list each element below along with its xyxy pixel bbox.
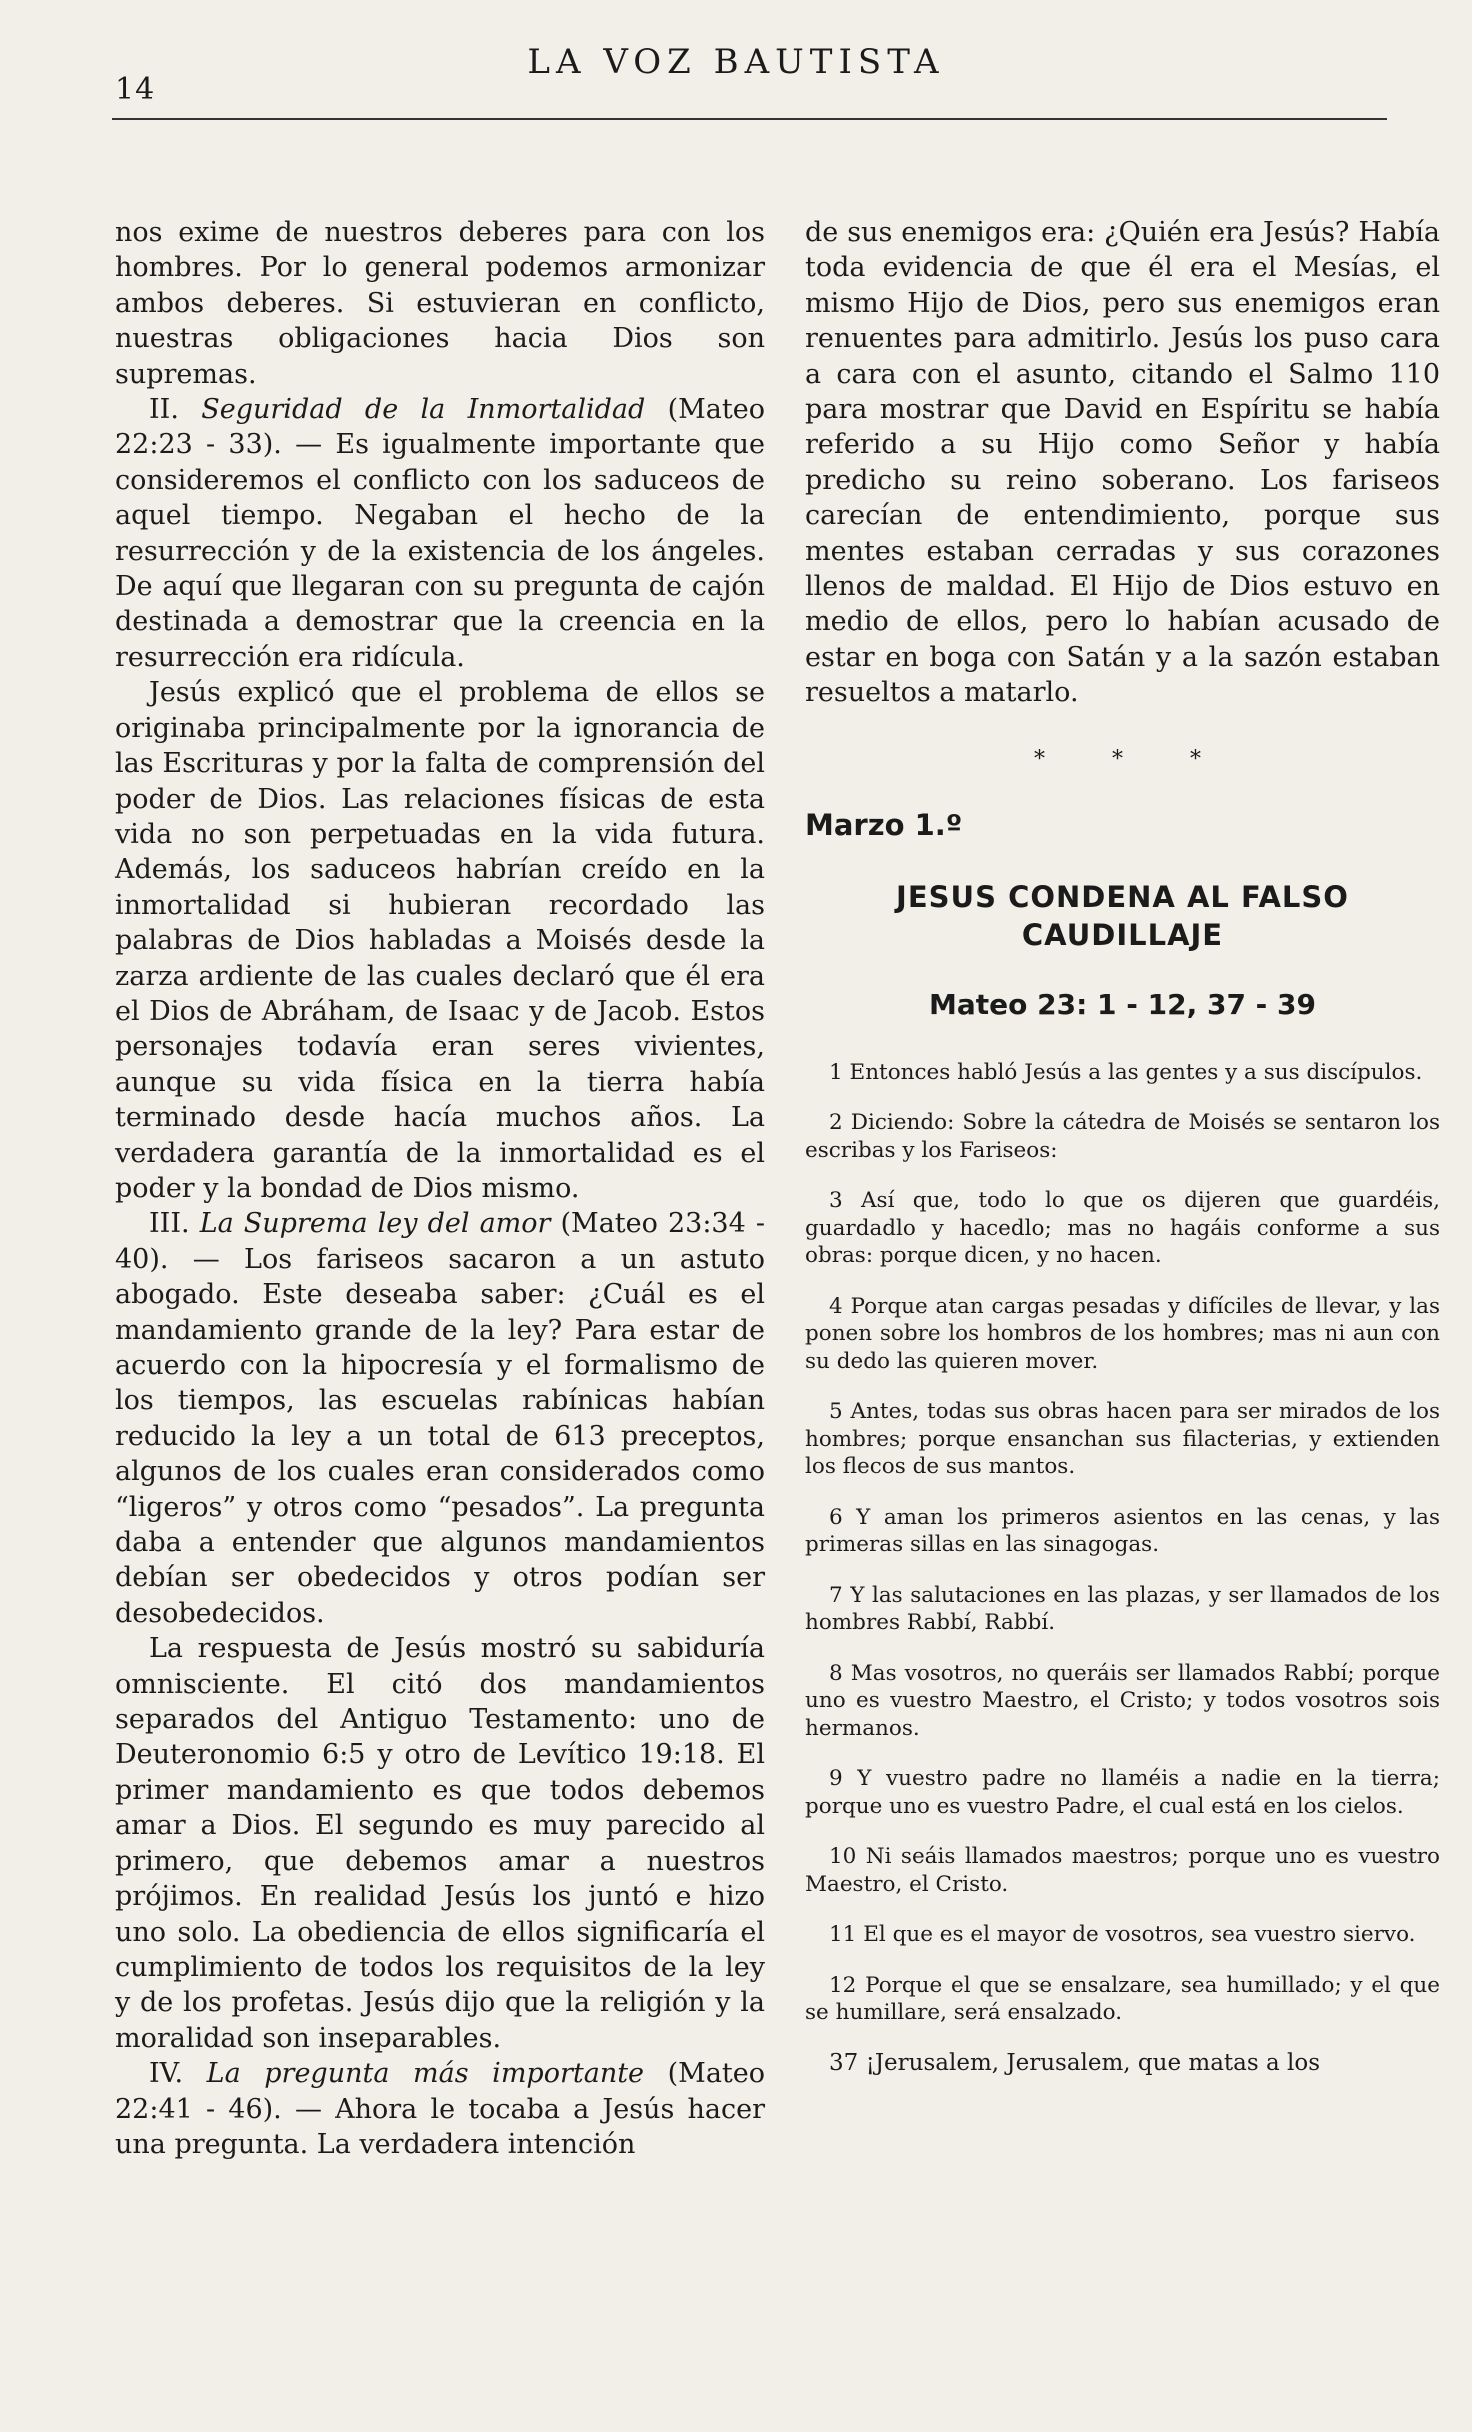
paragraph: nos exime de nuestros deberes para con los hombres. Por lo general podemos armonizar ambos deberes. Si estuvieran en conflicto, nuestras obligaciones hacia Dios son supremas. [115, 217, 765, 390]
section-body: (Mateo 22:41 - 46). — Ahora le tocaba a Jesús hacer una pregunta. La verdadera intención [115, 2058, 766, 2160]
section-paragraph [115, 2056, 765, 2162]
section-paragraph [115, 1206, 765, 1631]
paragraph: La respuesta de Jesús mostró su sabiduría omnisciente. El citó dos mandamientos separados del Antiguo Testamento: uno de Deuteronomio 6:5 y otro de Levítico 19:18. El primer mandamiento es que todos debemos amar a Dios. El segundo es muy parecido al primero, que debemos amar a nuestros prójimos. En realidad Jesús los juntó e hizo uno solo. La obediencia de ellos significaría el cumplimiento de todos los requisitos de la ley y de los profetas. Jesús dijo que la religión y la moralidad son inseparables. [115, 1633, 765, 2054]
page-number: 14 [115, 72, 156, 107]
paragraph: Jesús explicó que el problema de ellos se originaba principalmente por la ignorancia de las Escrituras y por la falta de comprensión del poder de Dios. Las relaciones físicas de esta vida no son perpetuadas en la vida futura. Además, los saduceos habrían creído en la inmortalidad si hubieran recordado las palabras de Dios habladas a Moisés desde la zarza ardiente de las cuales declaró que él era el Dios de Abráham, de Isaac y de Jacob. Estos personajes todavía eran seres vivientes, aunque su vida física en la tierra había terminado desde hacía muchos años. La verdadera garantía de la inmortalidad es el poder y la bondad de Dios mismo. [115, 677, 765, 1204]
verse: 7 Y las salutaciones en las plazas, y ser llamados de los hombres Rabbí, Rabbí. [805, 1582, 1440, 1636]
section-number: III. [149, 1208, 190, 1240]
section-heading: La pregunta más importante [206, 2058, 645, 2090]
verse: 5 Antes, todas sus obras hacen para ser mirados de los hombres; porque ensanchan sus filacterias, y extienden los flecos de sus mantos. [805, 1399, 1440, 1480]
verse: 1 Entonces habló Jesús a las gentes y a sus discípulos. [829, 1059, 1423, 1085]
page-header [0, 0, 1472, 140]
section-heading: La Suprema ley del amor [199, 1208, 551, 1240]
lesson-title: JESUS CONDENA AL FALSO CAUDILLAJE [896, 879, 1349, 952]
paragraph: de sus enemigos era: ¿Quién era Jesús? Había toda evidencia de que él era el Mesías, el mismo Hijo de Dios, pero sus enemigos eran renuentes para admitirlo. Jesús los puso cara a cara con el asunto, citando el Salmo 110 para mostrar que David en Espíritu se había referido a su Hijo como Señor y había predicho su reino soberano. Los fariseos carecían de entendimiento, porque sus mentes estaban cerradas y sus corazones llenos de maldad. El Hijo de Dios estuvo en medio de ellos, pero lo habían acusado de estar en boga con Satán y a la sazón estaban resueltos a matarlo. [805, 217, 1440, 709]
verse: 4 Porque atan cargas pesadas y difíciles de llevar, y las ponen sobre los hombros de los hombres; mas ni aun con su dedo las quieren mover. [805, 1293, 1440, 1374]
section-heading: Seguridad de la Inmortalidad [201, 394, 646, 426]
lesson-reference: Mateo 23: 1 - 12, 37 - 39 [928, 987, 1317, 1021]
section-number: IV. [149, 2058, 184, 2090]
header-rule [112, 118, 1387, 120]
left-column [115, 215, 765, 2162]
verse: 37 ¡Jerusalem, Jerusalem, que matas a los [829, 2049, 1321, 2076]
verse: 3 Así que, todo lo que os dijeren que guardéis, guardadlo y hacedlo; mas no hagáis conforme a sus obras: porque dicen, y no hacen. [805, 1188, 1440, 1269]
section-body: (Mateo 23:34 - 40). — Los fariseos sacaron a un astuto abogado. Este deseaba saber: ¿Cuál es el mandamiento grande de la ley? Para estar de acuerdo con la hipocresía y el formalismo de los tiempos, las escuelas rabínicas habían reducido la ley a un total de 613 preceptos, algunos de los cuales eran considerados como “ligeros” y otros como “pesados”. La pregunta daba a entender que algunos mandamientos debían ser obedecidos y otros podían ser desobedecidos. [115, 1208, 765, 1629]
section-paragraph [115, 392, 765, 675]
verse: 6 Y aman los primeros asientos en las cenas, y las primeras sillas en las sinagogas. [805, 1504, 1440, 1558]
verse: 10 Ni seáis llamados maestros; porque uno es vuestro Maestro, el Cristo. [805, 1844, 1440, 1897]
verse: 12 Porque el que se ensalzare, sea humillado; y el que se humillare, será ensalzado. [805, 1972, 1440, 2026]
running-title: LA VOZ BAUTISTA [527, 42, 945, 82]
verse: 11 El que es el mayor de vosotros, sea vuestro siervo. [829, 1922, 1416, 1948]
lesson-date: Marzo 1.º [805, 807, 963, 842]
verse: 9 Y vuestro padre no llaméis a nadie en la tierra; porque uno es vuestro Padre, el cual está en los cielos. [805, 1766, 1440, 1819]
verse: 2 Diciendo: Sobre la cátedra de Moisés se sentaron los escribas y los Fariseos: [805, 1110, 1440, 1163]
section-separator: * * * [1034, 746, 1231, 772]
right-column [805, 215, 1440, 2077]
section-body: (Mateo 22:23 - 33). — Es igualmente importante que consideremos el conflicto con los saduceos de aquel tiempo. Negaban el hecho de la resurrección y de la existencia de los ángeles. De aquí que llegaran con su pregunta de cajón destinada a demostrar que la creencia en la resurrección era ridícula. [115, 394, 765, 673]
scripture-verses [805, 1059, 1440, 2078]
section-number: II. [149, 394, 179, 426]
verse: 8 Mas vosotros, no queráis ser llamados Rabbí; porque uno es vuestro Maestro, el Cristo; y todos vosotros sois hermanos. [805, 1660, 1440, 1741]
